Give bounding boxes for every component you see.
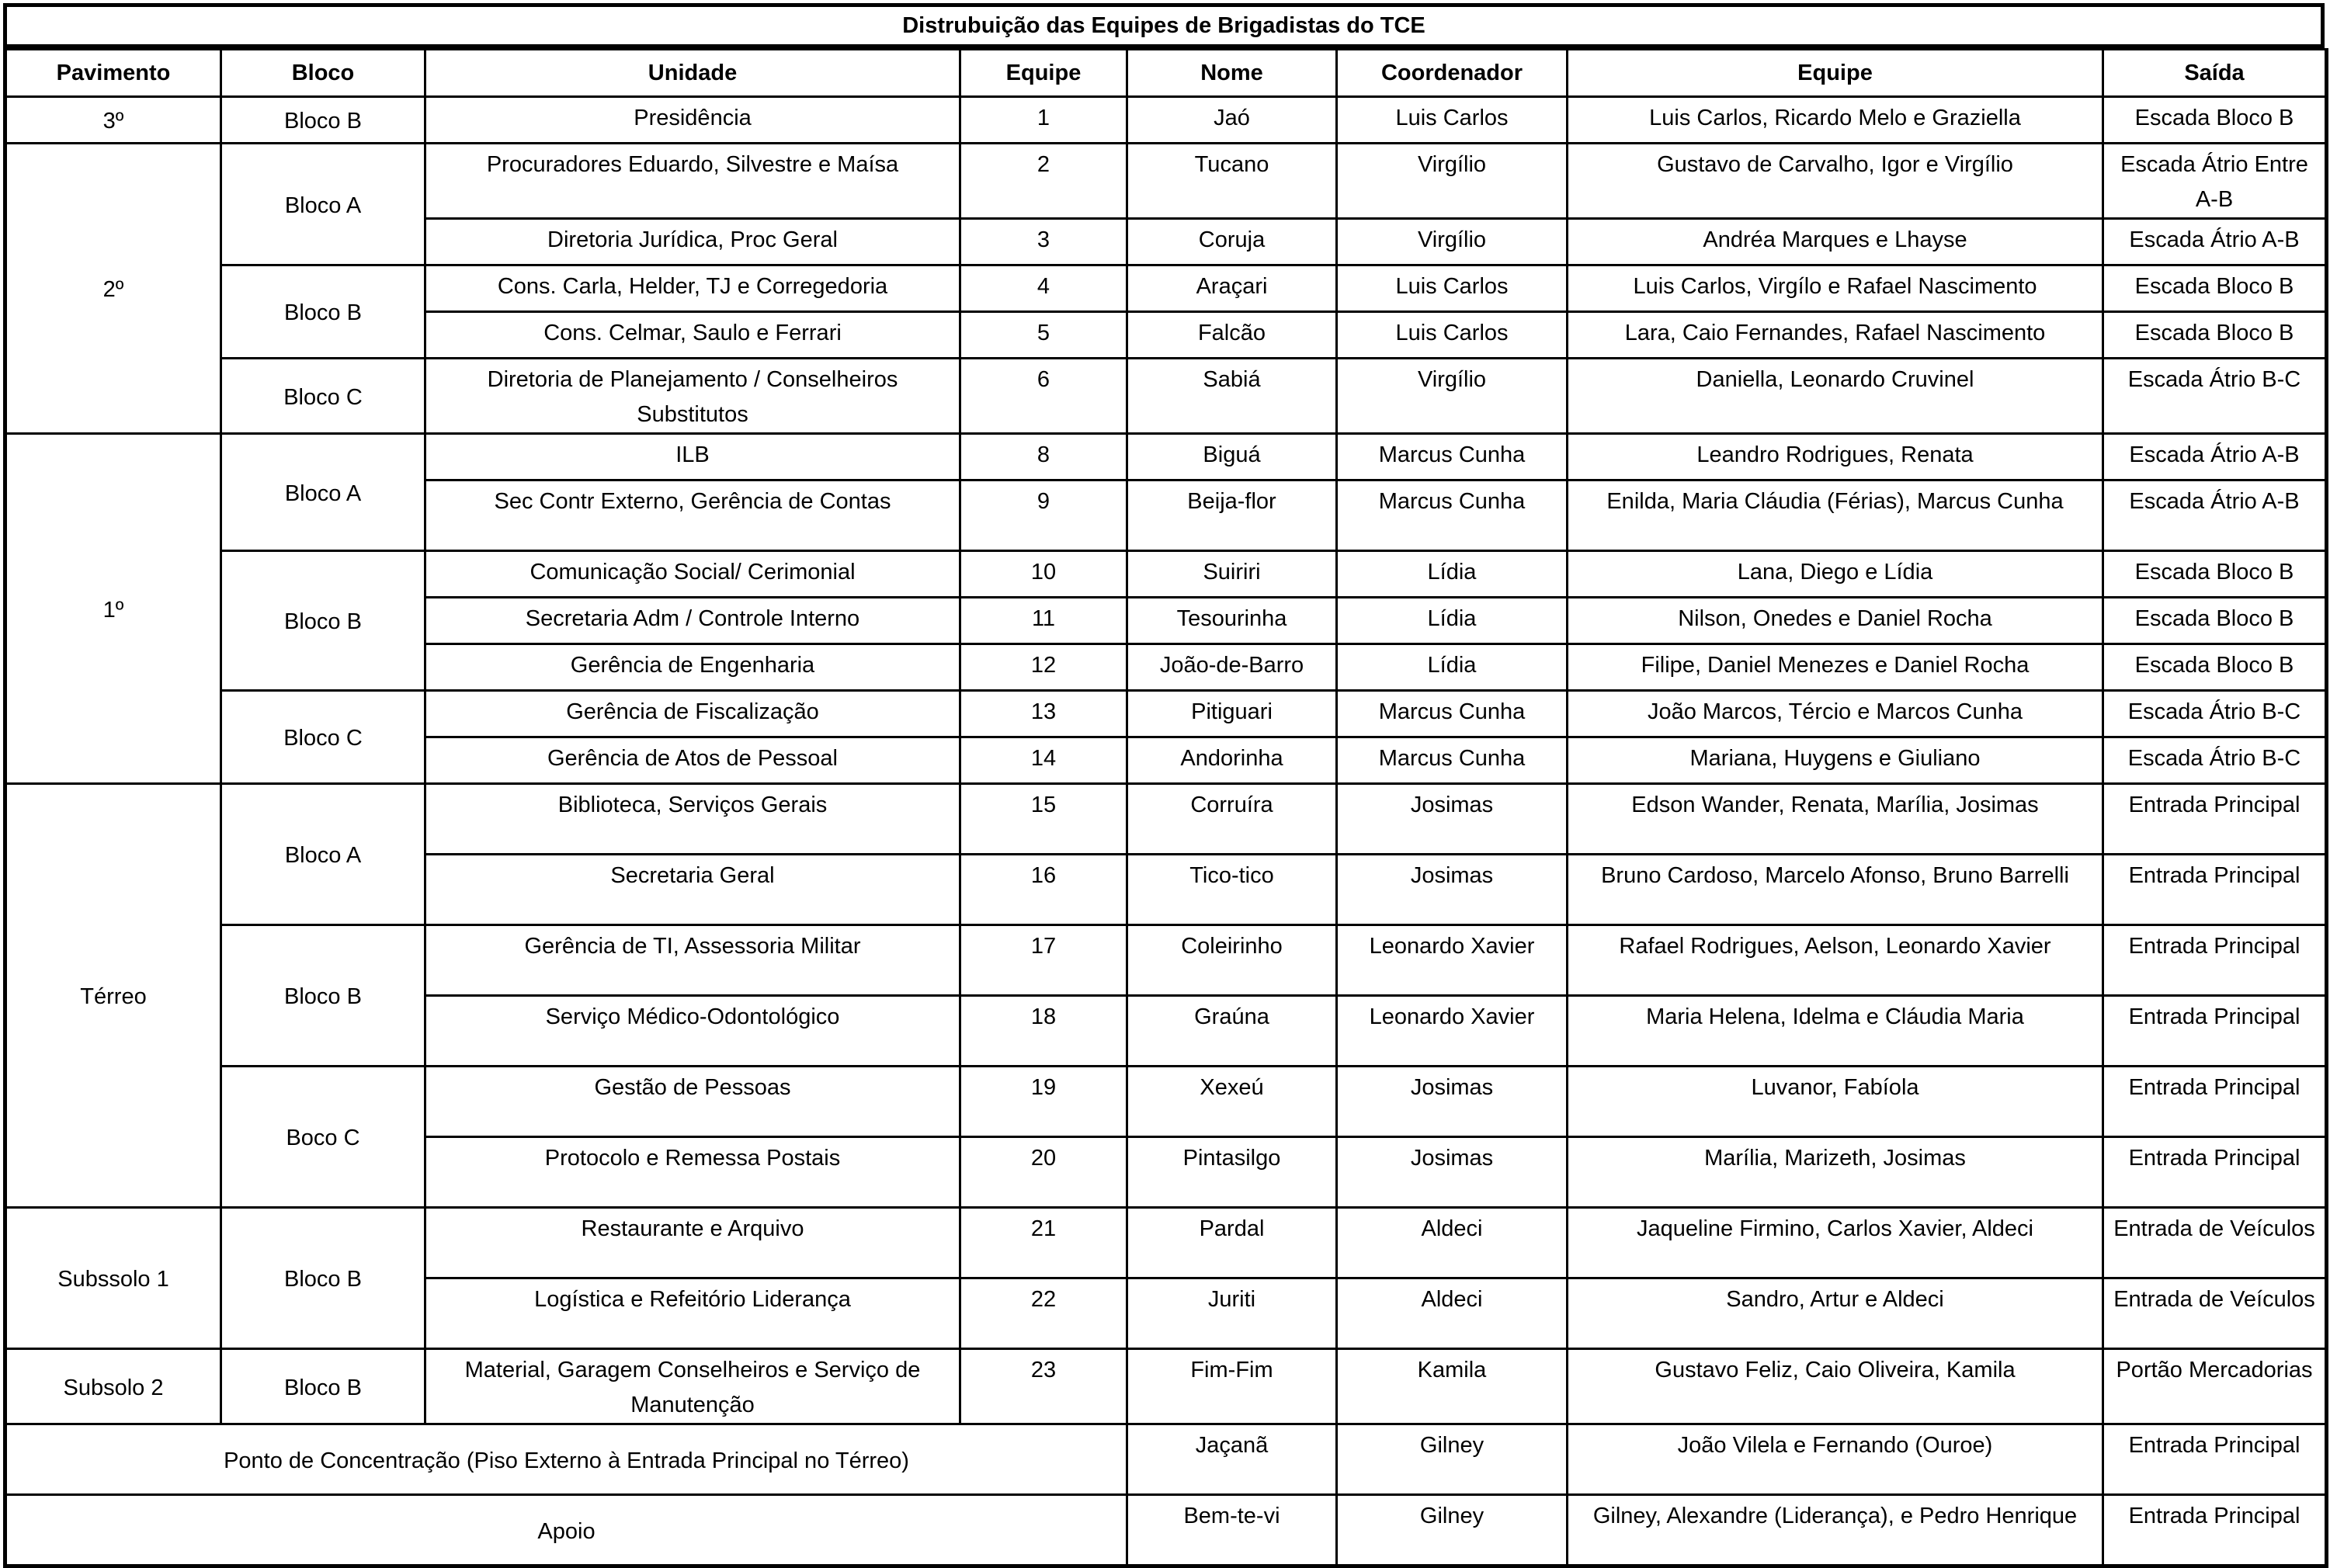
table-row [5, 144, 2327, 219]
bloco-cell: Boco C [221, 1067, 425, 1208]
unidade-cell: Gerência de Engenharia [425, 644, 960, 691]
equipe-membros-cell: Rafael Rodrigues, Aelson, Leonardo Xavier [1568, 925, 2103, 996]
nome-cell: Andorinha [1127, 737, 1337, 784]
coordenador-cell: Lídia [1337, 644, 1568, 691]
pavimento-cell: 1º [5, 434, 221, 784]
equipe-membros-cell: Gustavo de Carvalho, Igor e Virgílio [1568, 144, 2103, 219]
equipe-numero-cell: 1 [960, 97, 1127, 144]
nome-cell: Tucano [1127, 144, 1337, 219]
coordenador-cell: Leonardo Xavier [1337, 996, 1568, 1067]
pavimento-cell: Térreo [5, 784, 221, 1208]
coordenador-cell: Gilney [1337, 1495, 1568, 1566]
unidade-cell: ILB [425, 434, 960, 480]
table-row [5, 551, 2327, 598]
coordenador-cell: Aldeci [1337, 1208, 1568, 1278]
unidade-cell: Gestão de Pessoas [425, 1067, 960, 1137]
saida-cell: Escada Átrio A-B [2103, 434, 2327, 480]
saida-cell: Entrada Principal [2103, 1067, 2327, 1137]
equipe-membros-cell: Daniella, Leonardo Cruvinel [1568, 359, 2103, 434]
unidade-cell: Restaurante e Arquivo [425, 1208, 960, 1278]
nome-cell: Jaçanã [1127, 1424, 1337, 1495]
saida-cell: Entrada Principal [2103, 1495, 2327, 1566]
header-pavimento: Pavimento [5, 50, 221, 97]
pavimento-cell: 3º [5, 97, 221, 144]
bloco-cell: Bloco A [221, 144, 425, 265]
coordenador-cell: Marcus Cunha [1337, 737, 1568, 784]
saida-cell: Entrada Principal [2103, 925, 2327, 996]
equipe-numero-cell: 2 [960, 144, 1127, 219]
equipe-membros-cell: Lana, Diego e Lídia [1568, 551, 2103, 598]
coordenador-cell: Josimas [1337, 1137, 1568, 1208]
header-equipe-numero: Equipe [960, 50, 1127, 97]
equipe-numero-cell: 11 [960, 598, 1127, 644]
unidade-cell: Secretaria Adm / Controle Interno [425, 598, 960, 644]
saida-cell: Escada Bloco B [2103, 598, 2327, 644]
header-equipe-membros: Equipe [1568, 50, 2103, 97]
table-row [5, 1208, 2327, 1278]
saida-cell: Entrada Principal [2103, 1424, 2327, 1495]
equipe-membros-cell: Luis Carlos, Ricardo Melo e Graziella [1568, 97, 2103, 144]
apoio-cell: Apoio [5, 1495, 1127, 1566]
coordenador-cell: Marcus Cunha [1337, 480, 1568, 551]
pavimento-cell: Subsolo 2 [5, 1349, 221, 1424]
table-row [5, 1495, 2327, 1566]
coordenador-cell: Gilney [1337, 1424, 1568, 1495]
unidade-cell: Presidência [425, 97, 960, 144]
equipe-membros-cell: Bruno Cardoso, Marcelo Afonso, Bruno Barrelli [1568, 855, 2103, 925]
equipe-membros-cell: Gustavo Feliz, Caio Oliveira, Kamila [1568, 1349, 2103, 1424]
bloco-cell: Bloco A [221, 784, 425, 925]
bloco-cell: Bloco B [221, 1349, 425, 1424]
coordenador-cell: Luis Carlos [1337, 97, 1568, 144]
pavimento-cell: Subssolo 1 [5, 1208, 221, 1349]
bloco-cell: Bloco C [221, 691, 425, 784]
header-nome: Nome [1127, 50, 1337, 97]
nome-cell: Pardal [1127, 1208, 1337, 1278]
saida-cell: Entrada Principal [2103, 784, 2327, 855]
table-row [5, 925, 2327, 996]
equipe-membros-cell: Marília, Marizeth, Josimas [1568, 1137, 2103, 1208]
coordenador-cell: Marcus Cunha [1337, 691, 1568, 737]
equipe-numero-cell: 19 [960, 1067, 1127, 1137]
nome-cell: Biguá [1127, 434, 1337, 480]
saida-cell: Entrada de Veículos [2103, 1208, 2327, 1278]
equipe-numero-cell: 12 [960, 644, 1127, 691]
nome-cell: Araçari [1127, 265, 1337, 312]
equipe-membros-cell: Gilney, Alexandre (Liderança), e Pedro Henrique [1568, 1495, 2103, 1566]
nome-cell: Pitiguari [1127, 691, 1337, 737]
unidade-cell: Diretoria de Planejamento / Conselheiros Substitutos [425, 359, 960, 434]
header-row [5, 50, 2327, 97]
equipe-membros-cell: Enilda, Maria Cláudia (Férias), Marcus Cunha [1568, 480, 2103, 551]
unidade-cell: Secretaria Geral [425, 855, 960, 925]
equipe-membros-cell: João Vilela e Fernando (Ouroe) [1568, 1424, 2103, 1495]
bloco-cell: Bloco B [221, 925, 425, 1067]
saida-cell: Escada Átrio Entre A-B [2103, 144, 2327, 219]
coordenador-cell: Lídia [1337, 598, 1568, 644]
nome-cell: Falcão [1127, 312, 1337, 359]
unidade-cell: Cons. Celmar, Saulo e Ferrari [425, 312, 960, 359]
unidade-cell: Comunicação Social/ Cerimonial [425, 551, 960, 598]
brigade-table [3, 48, 2328, 1568]
bloco-cell: Bloco A [221, 434, 425, 551]
equipe-numero-cell: 14 [960, 737, 1127, 784]
equipe-numero-cell: 15 [960, 784, 1127, 855]
table-row [5, 265, 2327, 312]
nome-cell: Sabiá [1127, 359, 1337, 434]
equipe-numero-cell: 17 [960, 925, 1127, 996]
unidade-cell: Biblioteca, Serviços Gerais [425, 784, 960, 855]
unidade-cell: Diretoria Jurídica, Proc Geral [425, 219, 960, 265]
unidade-cell: Logística e Refeitório Liderança [425, 1278, 960, 1349]
header-bloco: Bloco [221, 50, 425, 97]
header-unidade: Unidade [425, 50, 960, 97]
coordenador-cell: Aldeci [1337, 1278, 1568, 1349]
coordenador-cell: Josimas [1337, 855, 1568, 925]
saida-cell: Escada Bloco B [2103, 265, 2327, 312]
nome-cell: Tesourinha [1127, 598, 1337, 644]
coordenador-cell: Virgílio [1337, 219, 1568, 265]
table-row [5, 434, 2327, 480]
nome-cell: Xexeú [1127, 1067, 1337, 1137]
table-row [5, 691, 2327, 737]
saida-cell: Escada Bloco B [2103, 644, 2327, 691]
coordenador-cell: Leonardo Xavier [1337, 925, 1568, 996]
bloco-cell: Bloco C [221, 359, 425, 434]
nome-cell: Coruja [1127, 219, 1337, 265]
table-row [5, 1424, 2327, 1495]
equipe-membros-cell: Jaqueline Firmino, Carlos Xavier, Aldeci [1568, 1208, 2103, 1278]
coordenador-cell: Virgílio [1337, 359, 1568, 434]
table-row [5, 1349, 2327, 1424]
equipe-membros-cell: João Marcos, Tércio e Marcos Cunha [1568, 691, 2103, 737]
saida-cell: Entrada Principal [2103, 1137, 2327, 1208]
bloco-cell: Bloco B [221, 1208, 425, 1349]
saida-cell: Escada Átrio A-B [2103, 480, 2327, 551]
equipe-numero-cell: 18 [960, 996, 1127, 1067]
unidade-cell: Material, Garagem Conselheiros e Serviço de Manutenção [425, 1349, 960, 1424]
equipe-numero-cell: 10 [960, 551, 1127, 598]
equipe-membros-cell: Maria Helena, Idelma e Cláudia Maria [1568, 996, 2103, 1067]
saida-cell: Escada Bloco B [2103, 312, 2327, 359]
table-row [5, 784, 2327, 855]
unidade-cell: Gerência de TI, Assessoria Militar [425, 925, 960, 996]
unidade-cell: Procuradores Eduardo, Silvestre e Maísa [425, 144, 960, 219]
equipe-membros-cell: Andréa Marques e Lhayse [1568, 219, 2103, 265]
equipe-membros-cell: Filipe, Daniel Menezes e Daniel Rocha [1568, 644, 2103, 691]
unidade-cell: Serviço Médico-Odontológico [425, 996, 960, 1067]
bloco-cell: Bloco B [221, 97, 425, 144]
equipe-membros-cell: Leandro Rodrigues, Renata [1568, 434, 2103, 480]
saida-cell: Entrada Principal [2103, 996, 2327, 1067]
unidade-cell: Cons. Carla, Helder, TJ e Corregedoria [425, 265, 960, 312]
nome-cell: Jaó [1127, 97, 1337, 144]
equipe-numero-cell: 23 [960, 1349, 1127, 1424]
unidade-cell: Protocolo e Remessa Postais [425, 1137, 960, 1208]
coordenador-cell: Marcus Cunha [1337, 434, 1568, 480]
nome-cell: Juriti [1127, 1278, 1337, 1349]
equipe-numero-cell: 16 [960, 855, 1127, 925]
saida-cell: Escada Átrio A-B [2103, 219, 2327, 265]
saida-cell: Escada Átrio B-C [2103, 691, 2327, 737]
unidade-cell: Gerência de Fiscalização [425, 691, 960, 737]
nome-cell: João-de-Barro [1127, 644, 1337, 691]
header-saida: Saída [2103, 50, 2327, 97]
nome-cell: Coleirinho [1127, 925, 1337, 996]
equipe-numero-cell: 22 [960, 1278, 1127, 1349]
saida-cell: Escada Átrio B-C [2103, 737, 2327, 784]
saida-cell: Entrada de Veículos [2103, 1278, 2327, 1349]
equipe-numero-cell: 13 [960, 691, 1127, 737]
equipe-numero-cell: 5 [960, 312, 1127, 359]
equipe-membros-cell: Edson Wander, Renata, Marília, Josimas [1568, 784, 2103, 855]
nome-cell: Graúna [1127, 996, 1337, 1067]
bloco-cell: Bloco B [221, 265, 425, 359]
header-coordenador: Coordenador [1337, 50, 1568, 97]
equipe-membros-cell: Nilson, Onedes e Daniel Rocha [1568, 598, 2103, 644]
equipe-numero-cell: 4 [960, 265, 1127, 312]
coordenador-cell: Luis Carlos [1337, 265, 1568, 312]
nome-cell: Fim-Fim [1127, 1349, 1337, 1424]
table-row [5, 359, 2327, 434]
coordenador-cell: Kamila [1337, 1349, 1568, 1424]
equipe-numero-cell: 6 [960, 359, 1127, 434]
nome-cell: Bem-te-vi [1127, 1495, 1337, 1566]
nome-cell: Corruíra [1127, 784, 1337, 855]
equipe-membros-cell: Luis Carlos, Virgílo e Rafael Nascimento [1568, 265, 2103, 312]
equipe-membros-cell: Sandro, Artur e Aldeci [1568, 1278, 2103, 1349]
unidade-cell: Gerência de Atos de Pessoal [425, 737, 960, 784]
nome-cell: Beija-flor [1127, 480, 1337, 551]
coordenador-cell: Virgílio [1337, 144, 1568, 219]
equipe-numero-cell: 8 [960, 434, 1127, 480]
equipe-numero-cell: 21 [960, 1208, 1127, 1278]
equipe-numero-cell: 20 [960, 1137, 1127, 1208]
unidade-cell: Sec Contr Externo, Gerência de Contas [425, 480, 960, 551]
pavimento-cell: 2º [5, 144, 221, 434]
coordenador-cell: Josimas [1337, 1067, 1568, 1137]
equipe-membros-cell: Luvanor, Fabíola [1568, 1067, 2103, 1137]
saida-cell: Portão Mercadorias [2103, 1349, 2327, 1424]
ponto-concentracao-cell: Ponto de Concentração (Piso Externo à Entrada Principal no Térreo) [5, 1424, 1127, 1495]
nome-cell: Pintasilgo [1127, 1137, 1337, 1208]
equipe-membros-cell: Lara, Caio Fernandes, Rafael Nascimento [1568, 312, 2103, 359]
coordenador-cell: Luis Carlos [1337, 312, 1568, 359]
table-title: Distrubuição das Equipes de Brigadistas do TCE [3, 3, 2325, 48]
table-row [5, 1067, 2327, 1137]
coordenador-cell: Lídia [1337, 551, 1568, 598]
coordenador-cell: Josimas [1337, 784, 1568, 855]
table-row [5, 97, 2327, 144]
saida-cell: Escada Átrio B-C [2103, 359, 2327, 434]
equipe-numero-cell: 3 [960, 219, 1127, 265]
saida-cell: Entrada Principal [2103, 855, 2327, 925]
equipe-membros-cell: Mariana, Huygens e Giuliano [1568, 737, 2103, 784]
saida-cell: Escada Bloco B [2103, 551, 2327, 598]
bloco-cell: Bloco B [221, 551, 425, 691]
equipe-numero-cell: 9 [960, 480, 1127, 551]
saida-cell: Escada Bloco B [2103, 97, 2327, 144]
nome-cell: Suiriri [1127, 551, 1337, 598]
nome-cell: Tico-tico [1127, 855, 1337, 925]
brigade-table-sheet [3, 3, 2325, 1568]
